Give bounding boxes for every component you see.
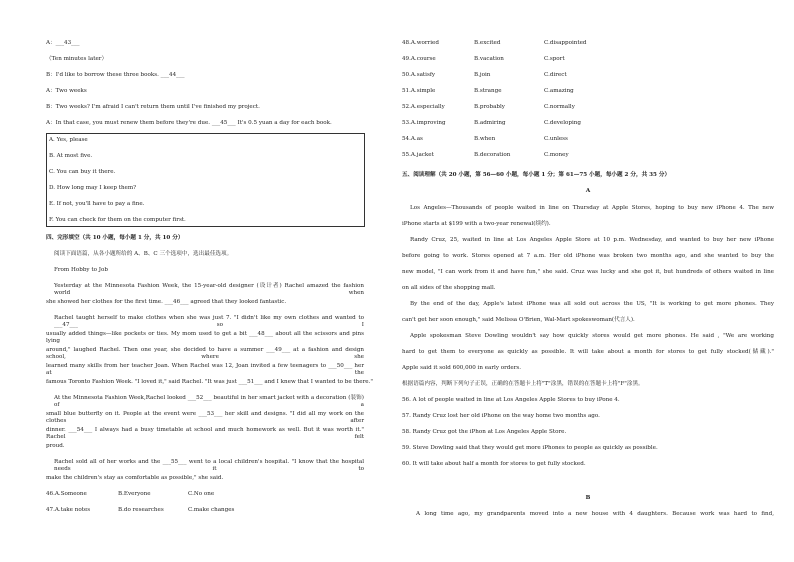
choice-c: C.developing (544, 120, 581, 126)
section-instruction: 阅读下面语篇，从各小题所给的 A、B、C 三个选项中，选出最佳选项。 (54, 251, 233, 257)
choice-a: 46.A.Someone (46, 491, 87, 497)
passage-label-b: B (585, 495, 591, 501)
choice-a: 51.A.simple (402, 88, 436, 94)
passage-line: proud. (46, 443, 65, 449)
passage-line: usually added things—like pockets or ties. My mom used to get a bit ___48___ about all the scissors and pins lying (46, 331, 364, 344)
choice-a: 50.A.satisfy (402, 72, 436, 78)
choice-c: C.money (544, 152, 569, 158)
passage-label-a: A (585, 188, 591, 194)
passage-line: on all sides of the shopping mall. (402, 285, 496, 291)
option-d: D. How long may I keep them? (49, 185, 137, 191)
section-title-reading: 五、阅读理解（共 20 小题，第 56—60 小题，每小题 1 分；第 61—75 小题，每小题 2 分，共 35 分） (402, 172, 671, 178)
option-c: C. You can buy it there. (49, 169, 116, 175)
passage-line: she showed her clothes for the first time. ___46___ agreed that they looked fantastic. (46, 299, 287, 305)
options-box (46, 133, 365, 227)
choice-c: C.direct (544, 72, 567, 78)
choice-c: C.make changes (188, 507, 235, 513)
question-line: 58. Randy Cruz got the iPhon at Los Angeles Apple Store. (402, 429, 567, 435)
option-e: E. If not, you'll have to pay a fine. (49, 201, 145, 207)
choice-c: C.normally (544, 104, 575, 110)
choice-a: 47.A.take notes (46, 507, 91, 513)
passage-line: Apple said it sold 600,000 in early orders. (402, 365, 522, 371)
choice-a: 48.A.worried (402, 40, 439, 46)
passage-line: famous Toronto Fashion Week. "I loved it," said Rachel. "It was just ___51___ and I knew that I wanted to be there." (46, 379, 373, 385)
choice-b: B.admiring (474, 120, 506, 126)
passage-title: From Hobby to Job (54, 267, 108, 273)
choice-a: 55.A.jacket (402, 152, 434, 158)
passage-line: dinner. ___54___ I always had a busy timetable at school and much homework as well. But it was worth it." Rachel felt (46, 427, 364, 440)
choice-b: B.excited (474, 40, 501, 46)
choice-c: C.amazing (544, 88, 574, 94)
dialog-line: （Ten minutes later） (46, 56, 108, 62)
dialog-line: A：___43___ (46, 40, 80, 46)
option-a: A. Yes, please (49, 137, 88, 143)
section-title-cloze: 四、完形填空（共 10 小题，每小题 1 分，共 10 分） (46, 235, 184, 241)
choice-a: 52.A.especially (402, 104, 445, 110)
passage-line: around," laughed Rachel. Then one year, she decided to have a summer ___49___ at a fashion and design school, where she (46, 347, 364, 360)
passage-line: can't get her soon enough," said Melissa O'Brien, Wal-Mart spokeswoman(代言人). (402, 317, 635, 323)
option-b: B. At most five. (49, 153, 93, 159)
passage-line: By the end of the day, Apple's latest iPhone was all sold out across the US, "It is working to get more phones. They (410, 301, 774, 307)
choice-b: B.do researches (118, 507, 164, 513)
question-line: 60. It will take about half a month for stores to get fully stocked. (402, 461, 586, 467)
passage-line: Apple spokesman Steve Dowling wouldn't say how quickly stores would get more phones. He said , "We are working (410, 333, 774, 339)
passage-line: make the children's stay as comfortable as possible," she said. (46, 475, 224, 481)
passage-line: Yesterday at the Minnesota Fashion Week, the 15-year-old designer (设计者) Rachel amazed the fashion world when (54, 283, 364, 296)
question-line: 59. Steve Dowling said that they would get more iPhones to people as quickly as possible. (402, 445, 658, 451)
passage-line: Rachel taught herself to make clothes when she was just 7. "I didn't like my own clothes and wanted to ___47___ so I (54, 315, 364, 328)
option-f: F. You can check for them on the computer first. (49, 217, 186, 223)
choice-c: C.unless (544, 136, 568, 142)
passage-line: Randy Cruz, 25, waited in line at Los Angeles Apple Store at 10 p.m. Wednesday, and wanted to buy her new iPhone (410, 237, 774, 243)
passage-line: A long time ago, my grandparents moved into a new house with 4 daughters. Because work was hard to find, (416, 511, 774, 517)
dialog-line: B：I'd like to borrow these three books. ___44___ (46, 72, 185, 78)
choice-b: B.strange (474, 88, 502, 94)
passage-line: before going to work. Stores opened at 7 a.m. Her old iPhone was broken two months ago, and she wanted to buy the (402, 253, 774, 259)
passage-line: new model, "I can work from it and have fun," she said. Cruz was lucky and she got it, but hundreds of others waited in line (402, 269, 774, 275)
question-instruction: 根据语篇内容，判断下列句子正误，正确的在答题卡上将"T"涂黑，错误的在答题卡上将"F"涂黑。 (402, 381, 644, 387)
passage-line: iPhone starts at $199 with a two-year renewal(续约). (402, 221, 551, 227)
dialog-line: B：Two weeks? I'm afraid I can't return them until I've finished my project. (46, 104, 260, 110)
choice-b: B.vacation (474, 56, 504, 62)
choice-b: B.join (474, 72, 491, 78)
choice-a: 53.A.improving (402, 120, 446, 126)
question-line: 57. Randy Cruz lost her old iPhone on the way home two months ago. (402, 413, 600, 419)
passage-line: Rachel sold all of her works and the ___55___ went to a local children's hospital. "I know that the hospital needs it to (54, 459, 364, 472)
dialog-line: A：Two weeks (46, 88, 87, 94)
passage-line: hard to get them to everyone as quickly as possible. It will take about a month for stores to get fully stocked(储藏)." (402, 349, 774, 355)
choice-a: 54.A.as (402, 136, 423, 142)
choice-b: B.when (474, 136, 496, 142)
passage-line: Los Angeles—Thousands of people waited in line on Thursday at Apple Stores, hoping to buy new iPhone 4. The new (410, 205, 774, 211)
choice-b: B.Everyone (118, 491, 151, 497)
passage-line: learned many skills from her teacher Joan. When Rachel was 12, Joan invited a few teenagers to ___50___ her at the (46, 363, 364, 376)
choice-c: C.No one (188, 491, 215, 497)
dialog-line: A：In that case, you must renew them before they're due. ___45___ It's 0.5 yuan a day for each book. (46, 120, 332, 126)
choice-c: C.disappointed (544, 40, 587, 46)
choice-b: B.decoration (474, 152, 511, 158)
choice-a: 49.A.course (402, 56, 436, 62)
question-line: 56. A lot of people waited in line at Los Angeles Apple Stores to buy iPone 4. (402, 397, 620, 403)
choice-c: C.sport (544, 56, 565, 62)
choice-b: B.probably (474, 104, 505, 110)
passage-line: At the Minnesota Fashion Week,Rachel looked ___52___ beautiful in her smart jacket with a decoration (装饰) of a (54, 395, 364, 408)
passage-line: small blue butterfly on it. People at the event were ___53___ her skill and designs. "I did all my work on the clothes after (46, 411, 364, 424)
